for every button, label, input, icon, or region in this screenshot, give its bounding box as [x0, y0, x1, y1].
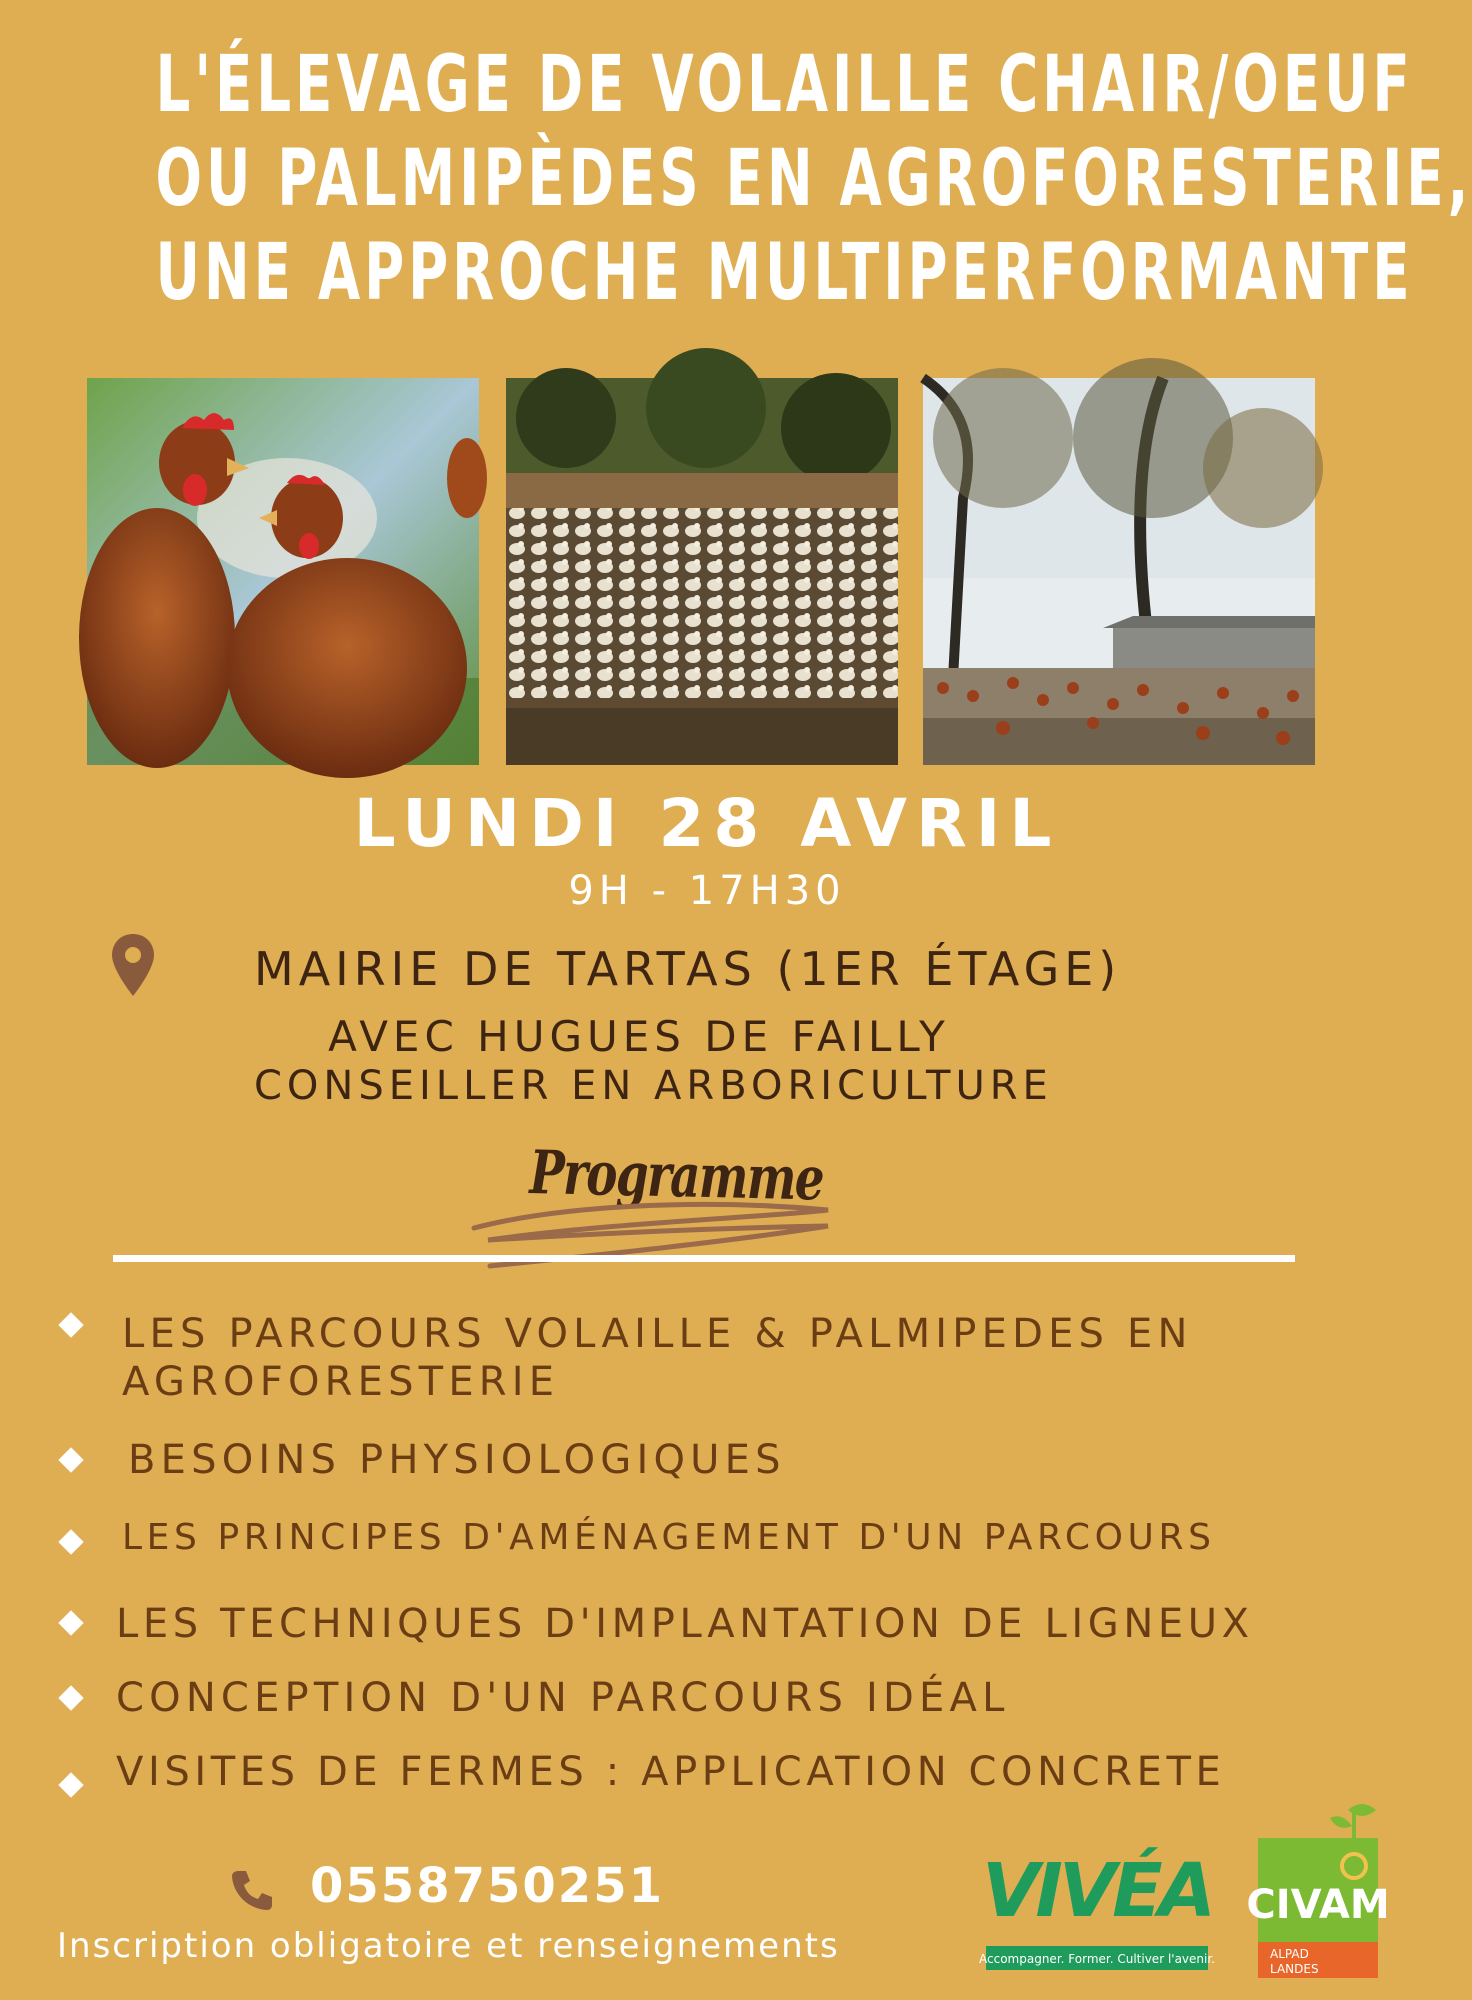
location-pin-icon — [110, 932, 156, 998]
contact-phone: 0558750251 — [310, 1858, 664, 1914]
programme-item-4: LES TECHNIQUES D'IMPLANTATION DE LIGNEUX — [116, 1601, 1254, 1647]
svg-text:Accompagner. Former. Cultiver: Accompagner. Former. Cultiver l'avenir. — [979, 1952, 1215, 1966]
hens-closeup-photo — [87, 378, 479, 765]
registration-note: Inscription obligatoire et renseignements — [57, 1926, 840, 1966]
programme-item-2: BESOINS PHYSIOLOGIQUES — [128, 1437, 786, 1483]
title-line-2: OU PALMIPÈDES EN AGROFORESTERIE, — [155, 134, 1472, 224]
event-speaker: AVEC HUGUES DE FAILLY — [328, 1012, 950, 1061]
programme-divider — [113, 1255, 1295, 1262]
programme-item-1-line-1: LES PARCOURS VOLAILLE & PALMIPEDES EN — [122, 1311, 1193, 1357]
title-line-1: L'ÉLEVAGE DE VOLAILLE CHAIR/OEUF — [155, 40, 1414, 130]
event-hours: 9H - 17H30 — [568, 868, 846, 914]
svg-text:VIVÉA: VIVÉA — [982, 1848, 1212, 1934]
bullet-diamond-icon — [58, 1685, 83, 1710]
bullet-diamond-icon — [58, 1529, 83, 1554]
phone-icon — [230, 1868, 274, 1912]
programme-heading: Programme — [529, 1138, 824, 1215]
speaker-role: CONSEILLER EN ARBORICULTURE — [254, 1063, 1053, 1109]
title-line-3: UNE APPROCHE MULTIPERFORMANTE — [155, 228, 1414, 318]
civam-logo — [1246, 1800, 1390, 1980]
svg-text:ALPAD: ALPAD — [1270, 1947, 1309, 1961]
programme-item-1 — [122, 1310, 1193, 1406]
bullet-diamond-icon — [58, 1610, 83, 1635]
vivea-logo — [979, 1826, 1215, 1976]
event-location: MAIRIE DE TARTAS (1ER ÉTAGE) — [254, 942, 1122, 996]
svg-text:CIVAM: CIVAM — [1246, 1882, 1390, 1928]
programme-item-5: CONCEPTION D'UN PARCOURS IDÉAL — [116, 1675, 1010, 1721]
event-date: LUNDI 28 AVRIL — [353, 785, 1061, 862]
bullet-diamond-icon — [58, 1447, 83, 1472]
svg-text:LANDES: LANDES — [1270, 1962, 1319, 1976]
bullet-diamond-icon — [58, 1772, 83, 1797]
poster-title — [155, 38, 1472, 320]
chickens-orchard-photo — [923, 378, 1315, 765]
programme-item-1-line-2: AGROFORESTERIE — [122, 1359, 560, 1405]
bullet-diamond-icon — [58, 1312, 83, 1337]
ducks-flock-photo — [506, 378, 898, 765]
programme-item-3: LES PRINCIPES D'AMÉNAGEMENT D'UN PARCOURS — [122, 1517, 1216, 1558]
programme-item-6: VISITES DE FERMES : APPLICATION CONCRETE — [116, 1749, 1226, 1795]
